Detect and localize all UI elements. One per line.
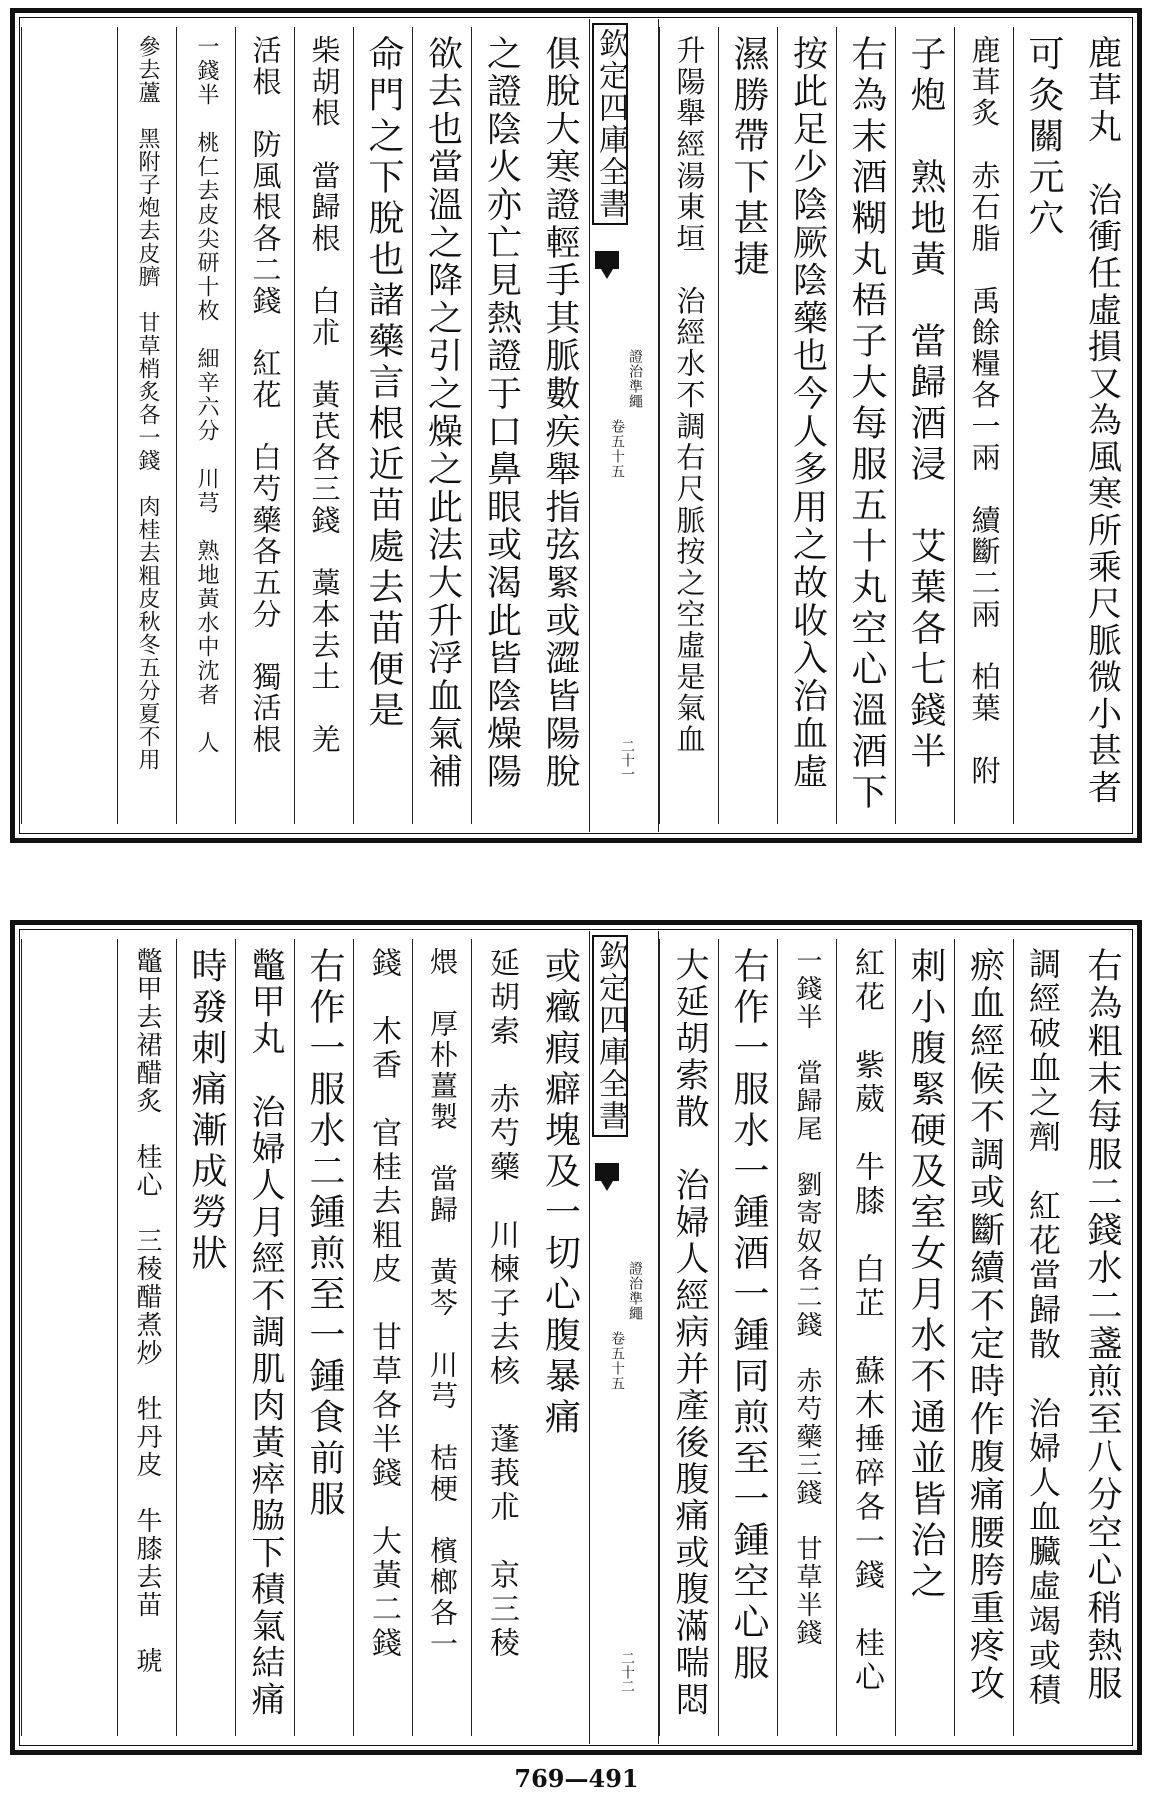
top-column-12-text: 命門之下脫也諸藥言根近苗處去苗便是 <box>363 35 404 732</box>
top-column-13-text: 柴胡根 當歸根 白朮 黃芪各三錢 藁本去土 羌 <box>307 35 342 756</box>
top-column-14 <box>235 27 294 824</box>
top-column-15 <box>176 27 235 824</box>
bottom-column-9 <box>530 939 589 1736</box>
bottom-column-2-text: 調經破血之劑 紅花當歸散 治婦人血臟虛竭或積 <box>1024 947 1062 1708</box>
bottom-column-14 <box>235 939 294 1736</box>
bottom-column-1-text: 右為粗末每服二錢水二盞煎至八分空心稍熱服 <box>1082 947 1122 1703</box>
top-column-12 <box>353 27 412 824</box>
bottom-page-frame <box>21 931 1131 1744</box>
top-banner-book: 證治準繩 <box>627 349 643 409</box>
top-column-16 <box>117 27 176 824</box>
bottom-banner-juan: 卷五十五 <box>609 1331 625 1391</box>
bottom-column-9-text: 或癥瘕癖塊及一切心腹暴痛 <box>539 947 581 1439</box>
bottom-banner-folio: 二十二 <box>619 1651 635 1693</box>
top-column-7-text: 濕勝帶下甚捷 <box>728 35 769 281</box>
bottom-column-7 <box>718 939 777 1736</box>
top-column-4 <box>895 27 954 824</box>
bottom-column-1 <box>1072 939 1131 1736</box>
bottom-column-7-text: 右作一服水一鍾酒一鍾同煎至一鍾空心服 <box>728 947 769 1685</box>
bottom-column-15 <box>176 939 235 1736</box>
top-column-14-text: 活根 防風根各二錢 紅花 白芍藥各五分 獨活根 <box>248 35 283 756</box>
top-column-16-text: 參去蘆 黑附子炮去皮臍 甘草梢炙各一錢 肉桂去粗皮秋冬五分夏不用 <box>135 35 160 771</box>
top-column-13 <box>294 27 353 824</box>
top-column-10-text: 之證陰火亦亡見熱證于口鼻眼或渴此皆陰燥陽 <box>481 35 522 791</box>
bottom-column-5-text: 紅花 紫葳 牛膝 白芷 蘇木捶碎各一錢 桂心 <box>849 947 884 1695</box>
top-column-2 <box>1013 27 1072 824</box>
top-column-5-text: 右為末酒糊丸梧子大每服五十丸空心溫酒下 <box>846 35 887 814</box>
bottom-column-6 <box>777 939 836 1736</box>
top-column-10 <box>471 27 530 824</box>
top-column-11 <box>412 27 471 824</box>
bottom-column-13-text: 右作一服水二鍾煎至一鍾食前服 <box>304 947 345 1521</box>
bottom-column-3 <box>954 939 1013 1736</box>
bottom-column-10 <box>471 939 530 1736</box>
bottom-column-11 <box>412 939 471 1736</box>
top-page-frame <box>21 19 1131 832</box>
bottom-column-2 <box>1013 939 1072 1736</box>
bottom-column-12 <box>353 939 412 1736</box>
bottom-column-4 <box>895 939 954 1736</box>
bottom-column-16-text: 鼈甲去裙醋炙 桂心 三稜醋煮炒 牡丹皮 牛膝去苗 琥 <box>132 947 162 1675</box>
top-banner-folio: 二十一 <box>619 739 635 781</box>
top-page <box>10 8 1142 843</box>
top-banner-title: 欽定四庫全書 <box>592 23 628 225</box>
top-column-2-text: 可灸關元穴 <box>1023 35 1064 240</box>
top-column-1 <box>1072 27 1131 824</box>
bottom-page <box>10 920 1142 1755</box>
top-column-9 <box>530 27 589 824</box>
top-column-8-text: 升陽舉經湯東垣 治經水不調右尺脈按之空虛是氣血 <box>672 35 707 756</box>
bottom-column-16 <box>117 939 176 1736</box>
top-column-6-text: 按此足少陰厥陰藥也今人多用之故收入治血虛 <box>787 35 828 791</box>
bottom-column-13 <box>294 939 353 1736</box>
top-column-11-text: 欲去也當溫之降之引之燥之此法大升浮血氣補 <box>422 35 463 791</box>
bottom-banner <box>589 931 659 1744</box>
top-column-1-text: 鹿茸丸 治衝任虛損又為風寒所乘尺脈微小甚者 <box>1081 35 1122 807</box>
fish-tail-mark-icon <box>595 1163 619 1181</box>
bottom-column-10-text: 延胡索 赤芍藥 川楝子去核 蓬莪朮 京三稜 <box>484 947 519 1661</box>
bottom-banner-book: 證治準繩 <box>627 1261 643 1321</box>
top-column-15-text: 一錢半 桃仁去皮尖研十枚 細辛六分 川芎 熟地黃水中沈者 人 <box>194 35 219 755</box>
footer-page-number: 769—491 <box>514 1764 639 1793</box>
top-banner-juan: 卷五十五 <box>609 419 625 479</box>
top-column-6 <box>777 27 836 824</box>
top-column-7 <box>718 27 777 824</box>
bottom-column-11-text: 煨 厚朴薑製 當歸 黃芩 川芎 桔梗 檳榔各一 <box>426 947 459 1660</box>
top-column-5 <box>836 27 895 824</box>
top-column-9-text: 俱脫大寒證輕手其脈數疾舉指弦緊或澀皆陽脫 <box>540 35 580 791</box>
top-column-blank <box>21 27 117 824</box>
bottom-column-4-text: 刺小腹緊硬及室女月水不通並皆治之 <box>905 947 946 1603</box>
bottom-column-15-text: 時發刺痛漸成勞狀 <box>186 947 227 1275</box>
bottom-column-12-text: 錢 木香 官桂去粗皮 甘草各半錢 大黃二錢 <box>366 947 401 1661</box>
bottom-column-8-text: 大延胡索散 治婦人經病并產後腹痛或腹滿喘悶 <box>669 947 709 1719</box>
bottom-column-3-text: 瘀血經候不調或斷續不定時作腹痛腰胯重疼攻 <box>964 947 1005 1703</box>
top-column-3-text: 鹿茸炙 赤石脂 禹餘糧各一兩 續斷二兩 柏葉 附 <box>967 35 1002 787</box>
bottom-column-blank <box>21 939 117 1736</box>
fish-tail-mark-icon <box>595 251 619 269</box>
bottom-column-6-text: 一錢半 當歸尾 劉寄奴各二錢 赤芍藥三錢 甘草半錢 <box>792 947 822 1647</box>
bottom-banner-title: 欽定四庫全書 <box>592 935 628 1137</box>
top-banner <box>589 19 659 832</box>
top-column-4-text: 子炮 熟地黃 當歸酒浸 艾葉各七錢半 <box>905 35 946 773</box>
top-column-3 <box>954 27 1013 824</box>
top-column-8 <box>659 27 718 824</box>
bottom-column-5 <box>836 939 895 1736</box>
bottom-column-14-text: 鼈甲丸 治婦人月經不調肌肉黃瘁脇下積氣結痛 <box>245 947 285 1719</box>
bottom-column-8 <box>659 939 718 1736</box>
